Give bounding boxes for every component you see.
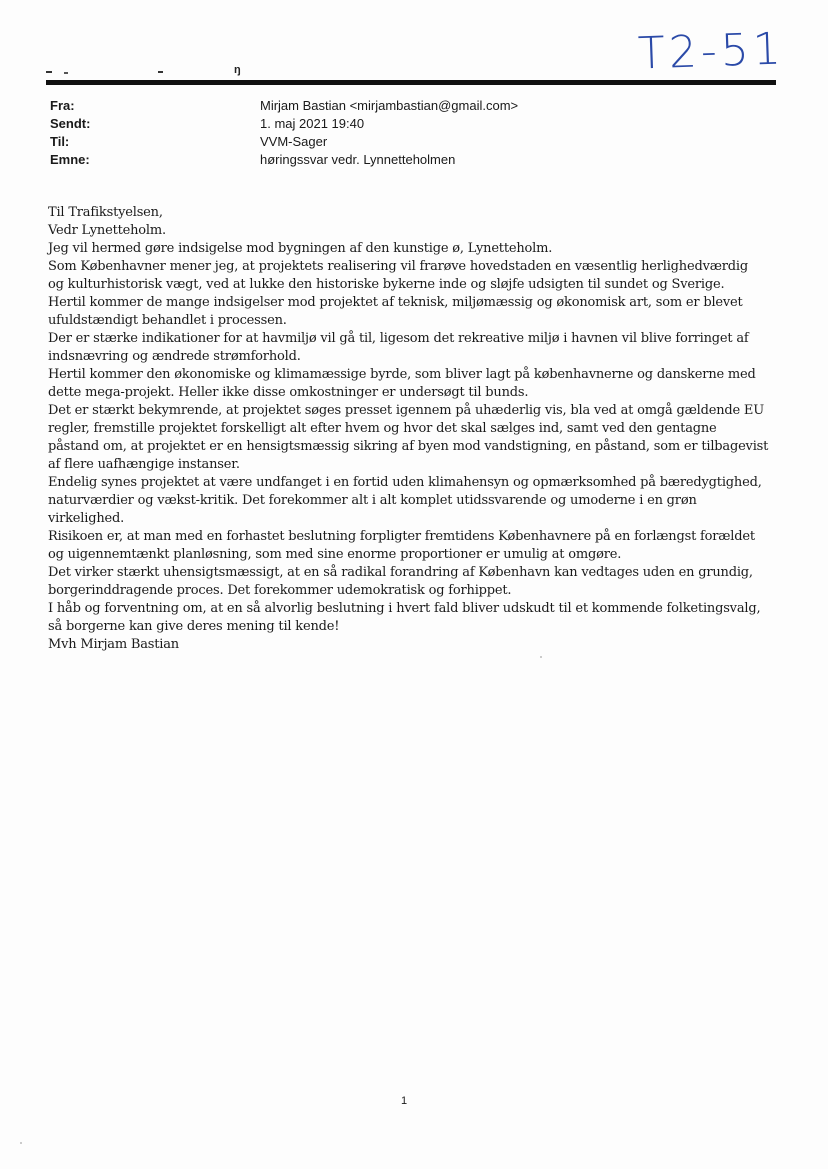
field-value: Mirjam Bastian <mirjambastian@gmail.com> [260, 98, 519, 113]
email-header [50, 97, 770, 169]
body-line: Endelig synes projektet at være undfanget i en fortid uden klimahensyn og opmærksomhed på bæredygtighed, [48, 475, 762, 490]
body-line: Risikoen er, at man med en forhastet beslutning forpligter fremtidens Københavnere på en forlængst forældet [48, 529, 755, 544]
scan-mark [64, 72, 68, 74]
body-line: Det er stærkt bekymrende, at projektet søges presset igennem på uhæderlig vis, bla ved at omgå gældende EU [48, 403, 764, 418]
header-fragment: ŋ [234, 64, 241, 76]
scan-mark [158, 71, 163, 73]
body-line: påstand om, at projektet er en hensigtsmæssig sikring af byen mod vandstigning, en påstand, som er tilbagevist [48, 439, 769, 454]
body-line: og kulturhistorisk vægt, ved at lukke den historiske bykerne inde og sløjfe udsigten til sundet og Sverige. [48, 277, 725, 292]
email-field-subject [50, 151, 770, 169]
body-line: af flere uafhængige instanser. [48, 457, 240, 472]
field-label: Fra: [50, 98, 75, 113]
body-line: Vedr Lynetteholm. [48, 223, 166, 238]
field-label: Emne: [50, 152, 90, 167]
body-line: Det virker stærkt uhensigtsmæssigt, at en så radikal forandring af København kan vedtages uden en grundig, [48, 565, 753, 580]
body-line: så borgerne kan give deres mening til kende! [48, 619, 340, 634]
header-scan-marks [46, 64, 246, 78]
field-value: høringssvar vedr. Lynnetteholmen [260, 152, 456, 167]
body-line: Hertil kommer den økonomiske og klimamæssige byrde, som bliver lagt på københavnerne og danskerne med [48, 367, 756, 382]
email-field-sent [50, 115, 770, 133]
body-line: regler, fremstille projektet forskelligt alt efter hvem og hvor det skal sælges ind, samt ved den gentagne [48, 421, 717, 436]
body-line: Mvh Mirjam Bastian [48, 637, 179, 652]
field-label: Til: [50, 134, 70, 149]
scan-speck [540, 656, 542, 658]
body-line: Hertil kommer de mange indsigelser mod projektet af teknisk, miljømæssig og økonomisk art, som er blevet [48, 295, 743, 310]
email-field-from [50, 97, 770, 115]
body-line: dette mega-projekt. Heller ikke disse omkostninger er undersøgt til bunds. [48, 385, 529, 400]
handwritten-reference-stamp: T2-51 [637, 23, 786, 80]
page-number: 1 [400, 1095, 408, 1107]
body-line: Der er stærke indikationer for at havmiljø vil gå til, ligesom det rekreative miljø i havnen vil blive forringet af [48, 331, 749, 346]
body-line: ufuldstændigt behandlet i processen. [48, 313, 287, 328]
email-body [48, 204, 778, 654]
body-line: Jeg vil hermed gøre indsigelse mod bygningen af den kunstige ø, Lynetteholm. [48, 241, 553, 256]
field-value: 1. maj 2021 19:40 [260, 116, 365, 131]
field-value: VVM-Sager [260, 134, 328, 149]
header-rule [46, 80, 776, 85]
email-field-to [50, 133, 770, 151]
body-line: Til Trafikstyelsen, [48, 205, 163, 220]
scan-mark [46, 71, 52, 73]
body-line: indsnævring og ændrede strømforhold. [48, 349, 301, 364]
body-line: I håb og forventning om, at en så alvorlig beslutning i hvert fald bliver udskudt til et kommende folketingsvalg, [48, 601, 761, 616]
body-line: borgerinddragende proces. Det forekommer udemokratisk og forhippet. [48, 583, 512, 598]
body-line: naturværdier og vækst-kritik. Det forekommer alt i alt komplet utidssvarende og umoderne i en grøn [48, 493, 697, 508]
body-line: Som Københavner mener jeg, at projektets realisering vil frarøve hovedstaden en væsentlig herlighedværdig [48, 259, 748, 274]
body-line: og uigennemtænkt planløsning, som med sine enorme proportioner er umulig at omgøre. [48, 547, 622, 562]
field-label: Sendt: [50, 116, 91, 131]
body-line: virkelighed. [48, 511, 125, 526]
scan-speck [20, 1142, 22, 1144]
